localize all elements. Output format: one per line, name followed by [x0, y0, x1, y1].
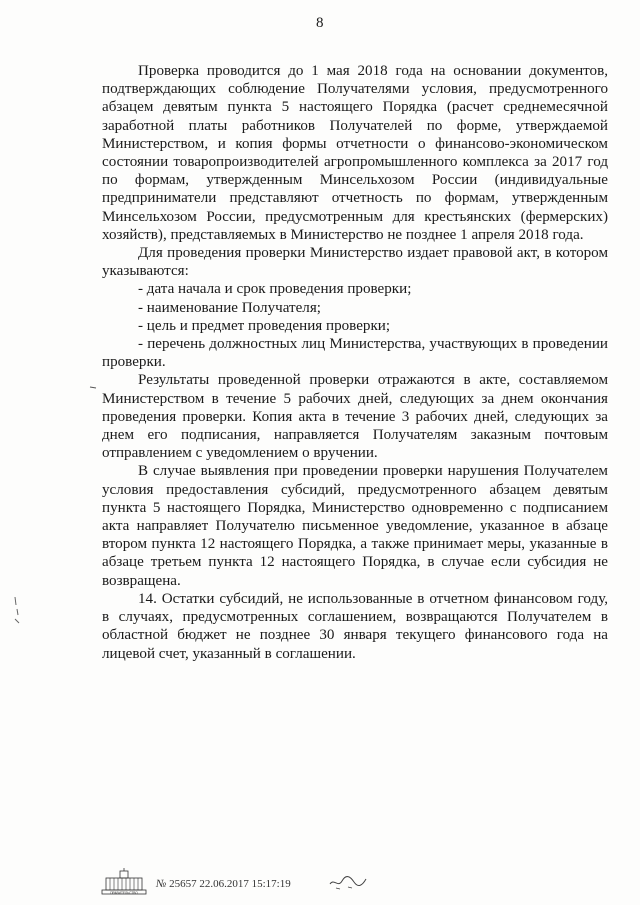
margin-mark [12, 595, 22, 625]
list-item: - наименование Получателя; [138, 299, 321, 316]
handwritten-initials-mark [328, 870, 368, 892]
list-item: - дата начала и срок проведения проверки; [138, 281, 412, 298]
registry-datetime: 22.06.2017 15:17:19 [199, 878, 291, 890]
paragraph-verification-basis: Проверка проводится до 1 мая 2018 года на основании документов, подтверждающих соблюдение Получателями условия, предусмотренного абзацем девятым пункта 5 настоящего Порядка (расчет среднемесячной заработной платы работников Получателей по форме, утверждаемой Министерством, и копия формы отчетности о финансово-экономическом состоянии товаропроизводителей агропромышленного комплекса за 2017 год по формам, утвержденным Минсельхозом России (индивидуальные предприниматели представляют отчетность по формам, утвержденным Минсельхозом России, предусмотренным для крестьянских (фермерских) хозяйств), представляемых в Министерство не позднее 1 апреля 2018 года. [102, 63, 608, 243]
page-number: 8 [316, 15, 324, 31]
list-item: - перечень должностных лиц Министерства, участвующих в проведении проверки. [102, 336, 608, 371]
registry-prefix: № [156, 878, 167, 890]
document-body [102, 62, 608, 663]
list-item: - цель и предмет проведения проверки; [138, 317, 391, 334]
paragraph-legal-act: Для проведения проверки Министерство издает правовой акт, в котором указываются: [102, 245, 608, 280]
paragraph-results: Результаты проведенной проверки отражаются в акте, составляемом Министерством в течение 5 рабочих дней, следующих за днем окончания проведения проверки. Копия акта в течение 3 рабочих дней, следующих за днем его подписания, направляется Получателям заказным почтовым отправлением с уведомлением о вручении. [102, 372, 608, 462]
paragraph-item-14: 14. Остатки субсидий, не использованные в отчетном финансовом году, в случаях, предусмотренных соглашением, возвращаются Получателем в областной бюджет не позднее 30 января текущего финансового года на лицевой счет, указанный в соглашении. [102, 590, 608, 662]
margin-dot [88, 382, 98, 392]
document-footer [100, 868, 520, 898]
registry-stamp [156, 878, 291, 890]
emblem-caption: ПРАВИТЕЛЬСТВО [110, 891, 138, 895]
government-building-emblem [100, 868, 148, 896]
paragraph-violation: В случае выявления при проведении проверки нарушения Получателем условия предоставления субсидий, предусмотренного абзацем девятым пункта 5 настоящего Порядка, Министерство одновременно с подписанием акта направляет Получателю письменное уведомление, указанное в абзаце втором пункта 12 настоящего Порядка, а также принимает меры, указанные в абзаце третьем пункта 12 настоящего Порядка, в случае если субсидия не возвращена. [102, 463, 608, 589]
registry-number: 25657 [169, 878, 197, 890]
